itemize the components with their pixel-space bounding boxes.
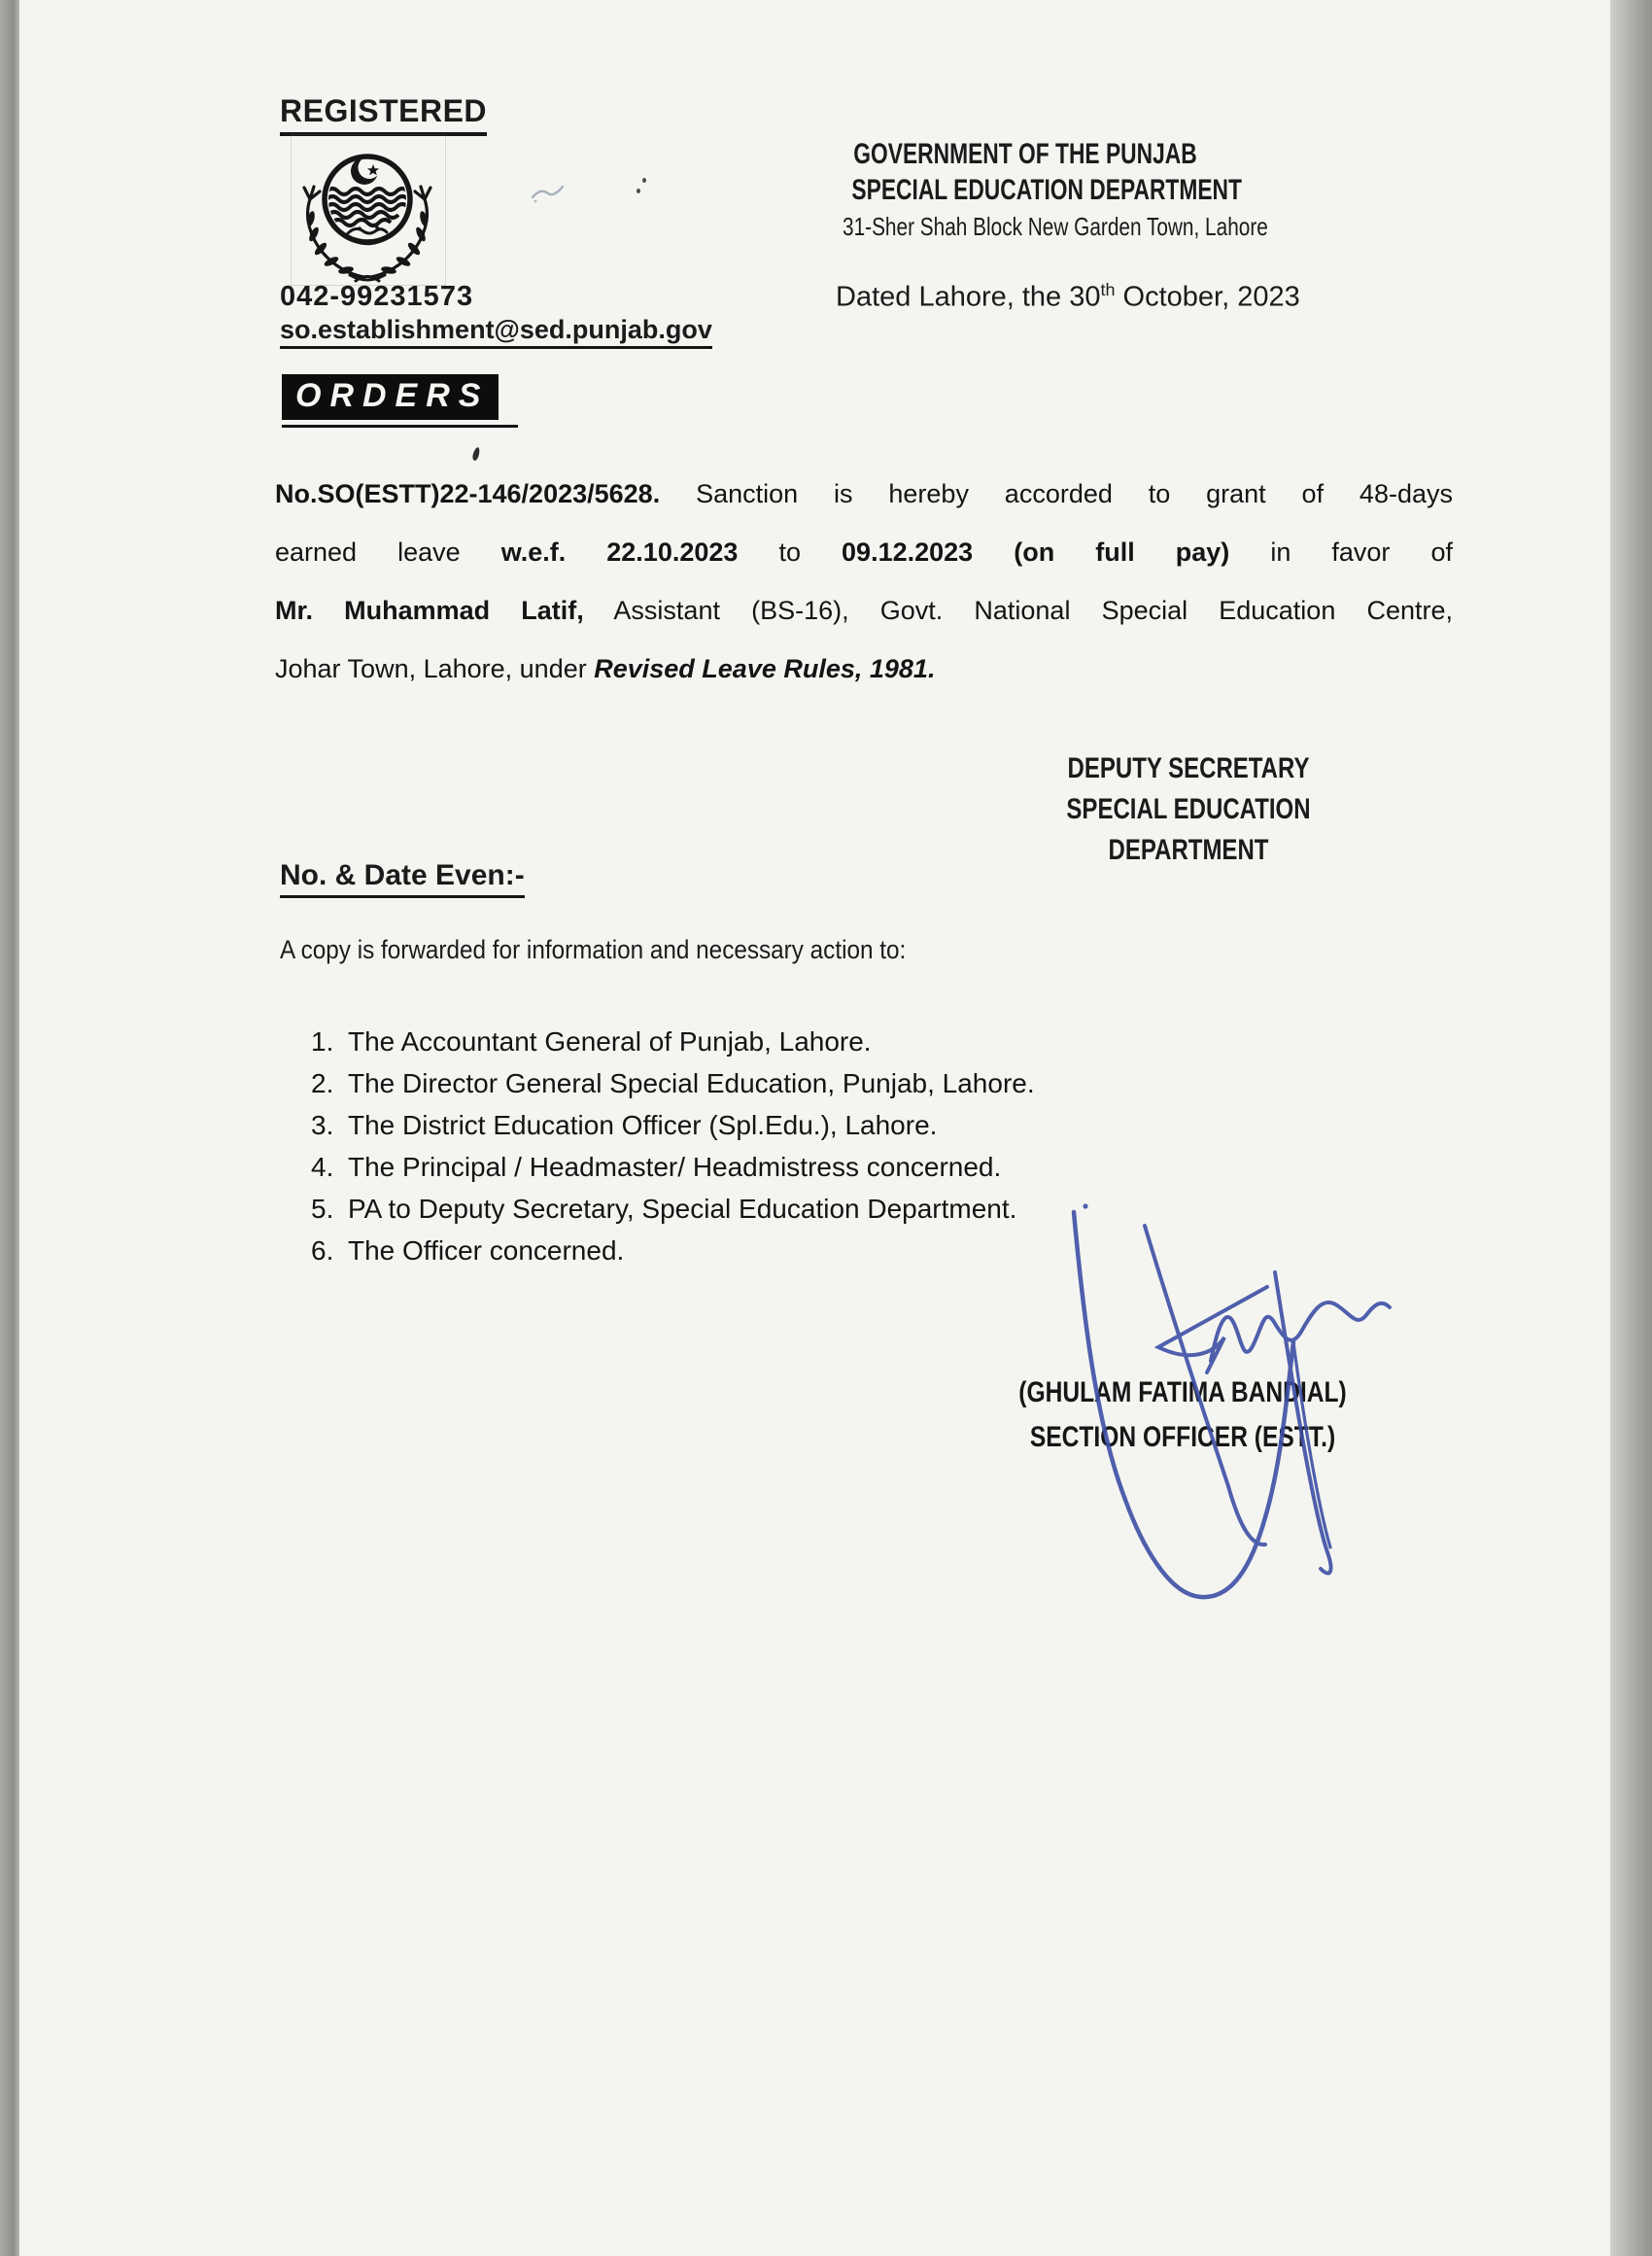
date-line	[836, 280, 1300, 314]
list-item	[311, 1188, 1035, 1230]
list-item-number: 3.	[311, 1110, 334, 1140]
department-header	[797, 136, 1268, 243]
signatory-name: (GHULAM FATIMA BANDIAL)	[1018, 1376, 1347, 1408]
scan-edge-right	[1610, 0, 1652, 2256]
date-text-pre: Dated Lahore, the 30	[836, 281, 1101, 313]
list-item-text: The District Education Officer (Spl.Edu.), Lahore.	[348, 1110, 938, 1140]
list-item-text: The Principal / Headmaster/ Headmistress concerned.	[348, 1152, 1002, 1182]
scan-edge-left	[0, 0, 19, 2256]
reference-number: No.SO(ESTT)22-146/2023/5628.	[275, 479, 661, 508]
order-paragraph-line1: No.SO(ESTT)22-146/2023/5628. Sanction is hereby accorded to grant of 48-days	[275, 479, 1453, 508]
deputy-secretary-block	[1056, 748, 1321, 871]
list-item-text: The Officer concerned.	[348, 1235, 625, 1266]
list-item-number: 4.	[311, 1152, 334, 1182]
phone-number: 042-99231573	[280, 281, 474, 312]
list-item-text: The Accountant General of Punjab, Lahore.	[348, 1026, 872, 1057]
signatory-title-line3: DEPARTMENT	[1108, 834, 1269, 866]
ink-speck-scribble	[530, 183, 568, 206]
date-text-post: October, 2023	[1115, 281, 1300, 313]
distribution-intro: A copy is forwarded for information and necessary action to:	[280, 935, 907, 964]
orders-heading: ORDERS	[282, 374, 499, 420]
list-item-number: 5.	[311, 1194, 334, 1224]
date-ordinal-suffix: th	[1100, 280, 1116, 299]
signatory-title-line2: SPECIAL EDUCATION	[1066, 793, 1311, 825]
government-name: GOVERNMENT OF THE PUNJAB	[853, 138, 1197, 170]
leave-rules-reference: Revised Leave Rules, 1981.	[594, 654, 936, 683]
list-item	[311, 1146, 1035, 1188]
list-item-number: 6.	[311, 1235, 334, 1266]
list-item-text: PA to Deputy Secretary, Special Education Department.	[348, 1194, 1017, 1224]
order-paragraph-line2: earned leave w.e.f. 22.10.2023 to 09.12.2023 (on full pay) in favor of	[275, 538, 1453, 567]
ink-speck	[471, 446, 481, 461]
list-item-text: The Director General Special Education, Punjab, Lahore.	[348, 1068, 1035, 1098]
punjab-emblem-graphic	[292, 135, 443, 283]
punjab-emblem-logo	[291, 134, 446, 286]
distribution-list	[311, 1021, 1035, 1271]
list-item	[311, 1021, 1035, 1062]
list-item-number: 2.	[311, 1068, 334, 1098]
order-paragraph-line4: Johar Town, Lahore, under Revised Leave Rules, 1981.	[275, 654, 936, 683]
registered-label: REGISTERED	[280, 93, 487, 136]
list-item	[311, 1104, 1035, 1146]
leave-end-date: 09.12.2023 (on full pay)	[842, 538, 1230, 567]
order-paragraph	[275, 465, 1453, 698]
signatory-designation: SECTION OFFICER (ESTT.)	[1029, 1421, 1336, 1453]
orders-underline	[282, 425, 518, 428]
email-address: so.establishment@sed.punjab.gov	[280, 315, 712, 349]
list-item	[311, 1230, 1035, 1271]
list-item-number: 1.	[311, 1026, 334, 1057]
list-item	[311, 1062, 1035, 1104]
order-paragraph-line3: Mr. Muhammad Latif, Assistant (BS-16), Govt. National Special Education Centre,	[275, 596, 1454, 625]
leave-start-date: w.e.f. 22.10.2023	[500, 538, 739, 567]
distribution-heading: No. & Date Even:-	[280, 859, 525, 898]
office-address: 31-Sher Shah Block New Garden Town, Lahore	[843, 212, 1268, 241]
ink-speck-dots	[637, 178, 652, 195]
employee-name: Mr. Muhammad Latif,	[275, 596, 584, 625]
signature-ink	[1030, 1191, 1419, 1618]
signatory-title-line1: DEPUTY SECRETARY	[1067, 752, 1310, 784]
department-name: SPECIAL EDUCATION DEPARTMENT	[851, 174, 1242, 206]
